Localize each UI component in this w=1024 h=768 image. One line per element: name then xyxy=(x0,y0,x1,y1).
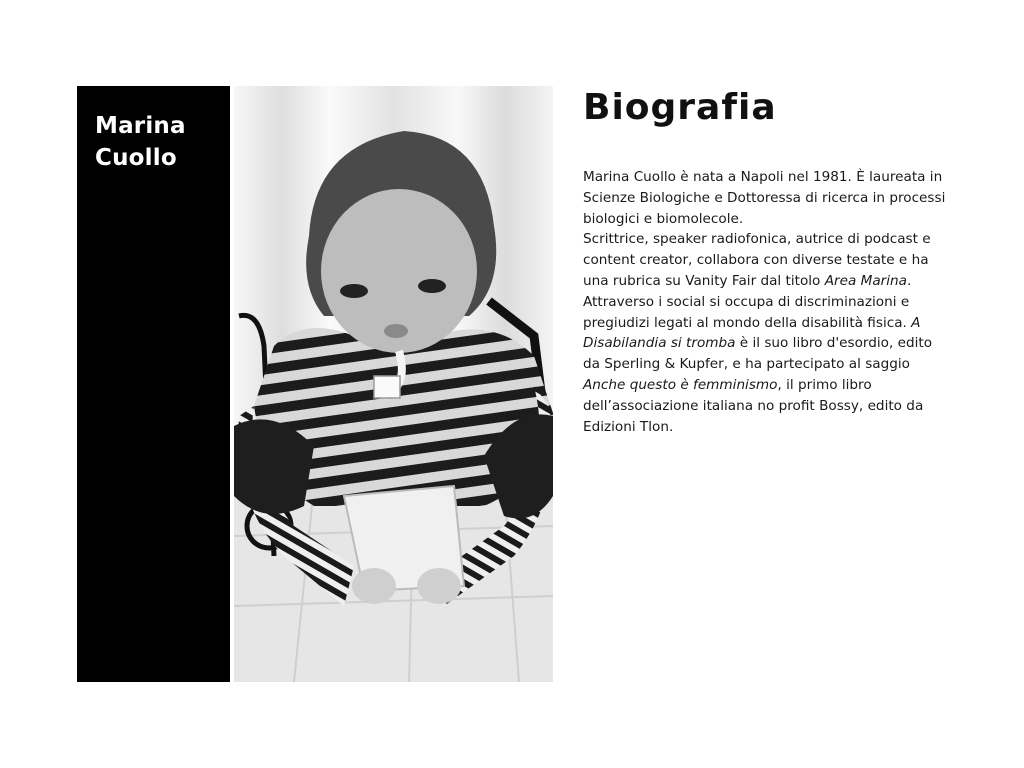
portrait-photo xyxy=(234,86,553,682)
last-name: Cuollo xyxy=(95,145,177,171)
first-name: Marina xyxy=(95,113,186,139)
bio-paragraph-3-text: Attraverso i social si occupa di discriminazioni e pregiudizi legati al mondo della disabilità fisica. xyxy=(583,293,912,331)
book-title-debut: A Disabilandia si tromba xyxy=(583,314,921,352)
bio-paragraph-1: Marina Cuollo è nata a Napoli nel 1981. È laureata in Scienze Biologiche e Dottoressa di ricerca in processi biologici e biomolecole. xyxy=(583,169,946,227)
bio-paragraph-3-end: , il primo libro dell’associazione italiana no profit Bossy, edito da Edizioni Tlon. xyxy=(583,376,924,435)
bio-paragraph-2-text: Scrittrice, speaker radiofonica, autrice di podcast e content creator, collabora con diverse testate e ha una rubrica su Vanity Fair dal titolo xyxy=(583,231,931,289)
bio-paragraph-2-end: . xyxy=(906,272,912,289)
column-title: Area Marina xyxy=(824,272,907,289)
bio-paragraph-2 xyxy=(583,229,949,291)
bio-paragraph-3-middle: è il suo libro d'esordio, edito da Sperling & Kupfer, e ha partecipato al saggio xyxy=(583,335,933,373)
bio-title: Biografia xyxy=(583,87,777,128)
bio-paragraph-3 xyxy=(583,292,949,438)
name-panel xyxy=(77,86,230,682)
portrait-illustration xyxy=(234,86,553,682)
bio-text xyxy=(583,167,949,437)
person-name xyxy=(95,110,225,174)
book-title-essay: Anche questo è femminismo xyxy=(583,376,778,393)
